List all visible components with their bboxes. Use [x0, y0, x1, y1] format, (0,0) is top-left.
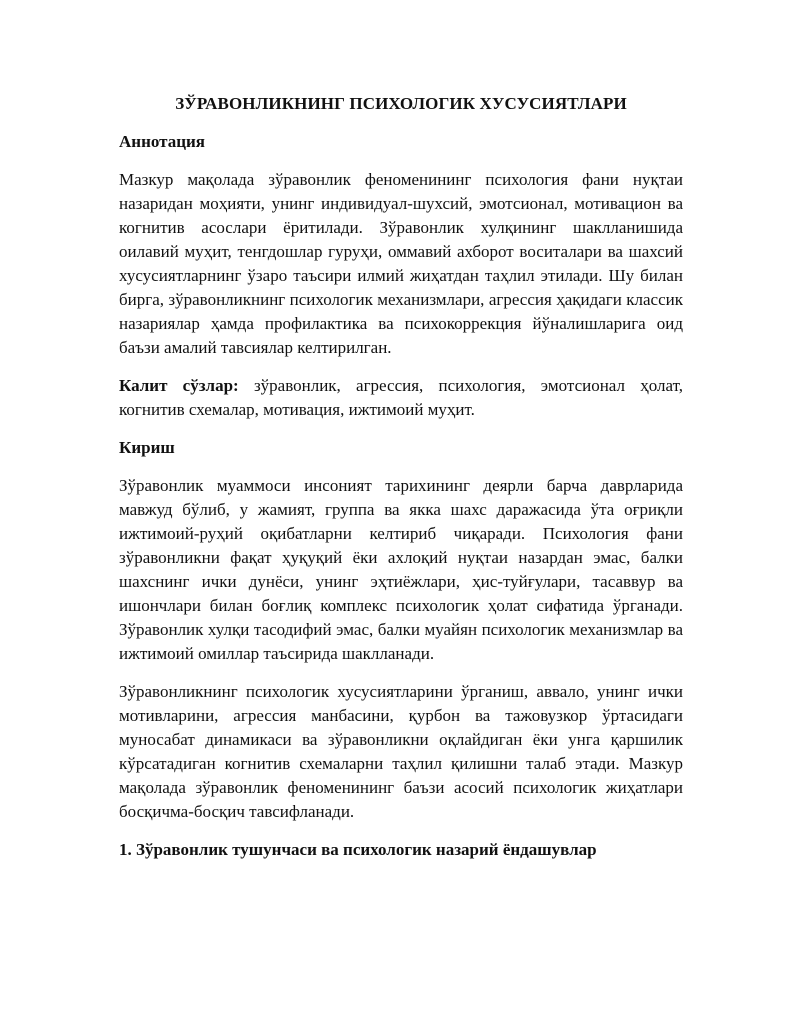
annotation-heading: Аннотация	[119, 132, 205, 151]
keywords-paragraph	[119, 374, 683, 422]
section-1-heading: 1. Зўравонлик тушунчаси ва психологик назарий ёндашувлар	[119, 840, 597, 859]
intro-paragraph-2: Зўравонликнинг психологик хусусиятларини ўрганиш, аввало, унинг ички мотивларини, агрессия манбасини, қурбон ва тажовузкор ўртасидаги муносабат динамикаси ва зўравонликни оқлайдиган ёки унга қаршилик кўрсатадиган когнитив схемаларни таҳлил қилишни талаб этади. Мазкур мақолада зўравонлик феноменининг баъзи асосий психологик жиҳатлари босқичма-босқич тавсифланади.	[119, 682, 683, 821]
document-page	[119, 92, 683, 876]
intro-heading: Кириш	[119, 438, 175, 457]
keywords-label: Калит сўзлар:	[119, 376, 239, 395]
keywords-text: зўравонлик, агрессия, психология, эмотсионал ҳолат, когнитив схемалар, мотивация, ижтимоий муҳит.	[119, 376, 683, 419]
annotation-paragraph: Мазкур мақолада зўравонлик феноменининг психология фани нуқтаи назаридан моҳияти, унинг индивидуал-шухсий, эмотсионал, мотивацион ва когнитив асослари ёритилади. Зўравонлик хулқининг шаклланишида оилавий муҳит, тенгдошлар гуруҳи, оммавий ахборот воситалари ва шахсий хусусиятларнинг ўзаро таъсири илмий жиҳатдан таҳлил этилади. Шу билан бирга, зўравонликнинг психологик механизмлари, агрессия ҳақидаги классик назариялар ҳамда профилактика ва психокоррекция йўналишларига оид баъзи амалий тавсиялар келтирилган.	[119, 170, 683, 357]
document-title: ЗЎРАВОНЛИКНИНГ ПСИХОЛОГИК ХУСУСИЯТЛАРИ	[175, 94, 627, 113]
intro-paragraph-1: Зўравонлик муаммоси инсоният тарихининг деярли барча даврларида мавжуд бўлиб, у жамият, группа ва якка шахс даражасида ўта оғриқли ижтимоий-руҳий оқибатларни келтириб чиқаради. Психология фани зўравонликни фақат ҳуқуқий ёки ахлоқий нуқтаи назардан эмас, балки шахснинг ички дунёси, унинг эҳтиёжлари, ҳис-туйғулари, тасаввур ва ишончлари билан боғлиқ комплекс психологик ҳолат сифатида ўрганади. Зўравонлик хулқи тасодифий эмас, балки муайян психологик механизмлар ва ижтимоий омиллар таъсирида шаклланади.	[119, 476, 683, 663]
